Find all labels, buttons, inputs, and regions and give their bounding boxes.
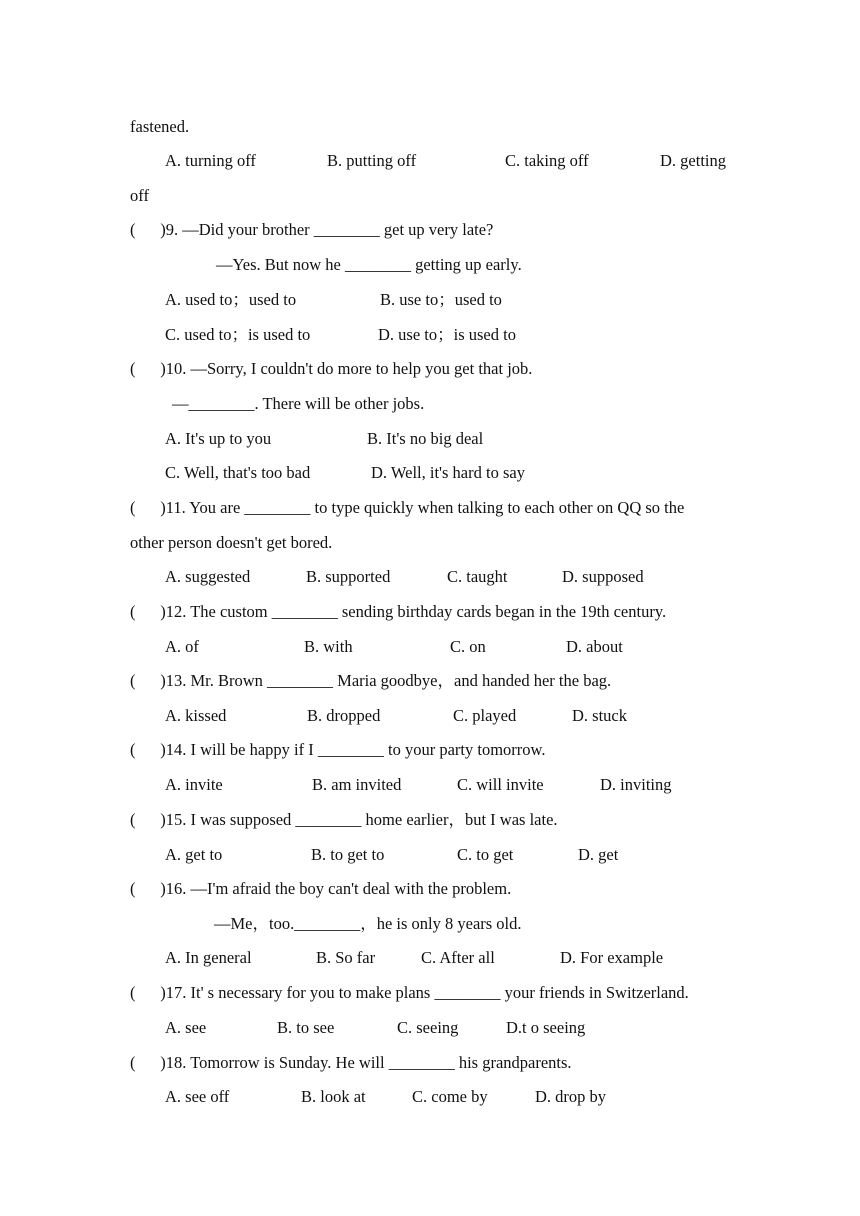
q10-response: —________. There will be other jobs.	[172, 394, 425, 413]
q18-stem: ( )18. Tomorrow is Sunday. He will ________ his grandparents.	[130, 1053, 572, 1072]
q13-option-a: A. kissed	[165, 706, 227, 725]
q16-option-b: B. So far	[316, 948, 376, 967]
q16-response: —Me，too.________，he is only 8 years old.	[214, 914, 522, 933]
q14-stem: ( )14. I will be happy if I ________ to your party tomorrow.	[130, 740, 546, 759]
q8-option-b: B. putting off	[327, 151, 417, 170]
q8-option-d: D. getting	[660, 151, 726, 170]
q18-option-a: A. see off	[165, 1087, 230, 1106]
q13-option-d: D. stuck	[572, 706, 627, 725]
q9-option-b: B. use to；used to	[380, 290, 502, 309]
q9-option-d: D. use to；is used to	[378, 325, 516, 344]
q11-option-b: B. supported	[306, 567, 391, 586]
q12-option-c: C. on	[450, 637, 486, 656]
q12-option-a: A. of	[165, 637, 199, 656]
q15-option-a: A. get to	[165, 845, 223, 864]
q15-option-b: B. to get to	[311, 845, 385, 864]
q18-option-b: B. look at	[301, 1087, 366, 1106]
q11-option-d: D. supposed	[562, 567, 644, 586]
q12-option-d: D. about	[566, 637, 623, 656]
q14-option-a: A. invite	[165, 775, 223, 794]
q17-stem: ( )17. It' s necessary for you to make plans ________ your friends in Switzerland.	[130, 983, 689, 1002]
q18-option-c: C. come by	[412, 1087, 488, 1106]
q8-option-a: A. turning off	[165, 151, 256, 170]
q14-option-d: D. inviting	[600, 775, 672, 794]
q11-stem: ( )11. You are ________ to type quickly when talking to each other on QQ so the	[130, 498, 685, 517]
q16-option-a: A. In general	[165, 948, 252, 967]
q15-stem: ( )15. I was supposed ________ home earlier，but I was late.	[130, 810, 558, 829]
q17-option-c: C. seeing	[397, 1018, 459, 1037]
q11-option-a: A. suggested	[165, 567, 251, 586]
q11-option-c: C. taught	[447, 567, 508, 586]
q14-option-c: C. will invite	[457, 775, 544, 794]
q13-option-c: C. played	[453, 706, 517, 725]
q9-option-c: C. used to；is used to	[165, 325, 311, 344]
q17-option-d: D.t o seeing	[506, 1018, 586, 1037]
q10-stem: ( )10. —Sorry, I couldn't do more to help you get that job.	[130, 359, 533, 378]
q16-option-d: D. For example	[560, 948, 664, 967]
q13-stem: ( )13. Mr. Brown ________ Maria goodbye，and handed her the bag.	[130, 671, 612, 690]
q10-option-b: B. It's no big deal	[367, 429, 484, 448]
q15-option-c: C. to get	[457, 845, 514, 864]
q16-option-c: C. After all	[421, 948, 495, 967]
q16-stem: ( )16. —I'm afraid the boy can't deal with the problem.	[130, 879, 512, 898]
q17-option-a: A. see	[165, 1018, 207, 1037]
q10-option-d: D. Well, it's hard to say	[371, 463, 525, 482]
q12-option-b: B. with	[304, 637, 353, 656]
q9-response: —Yes. But now he ________ getting up early.	[216, 255, 522, 274]
q14-option-b: B. am invited	[312, 775, 402, 794]
q12-stem: ( )12. The custom ________ sending birthday cards began in the 19th century.	[130, 602, 667, 621]
q9-stem: ( )9. —Did your brother ________ get up very late?	[130, 220, 494, 239]
q15-option-d: D. get	[578, 845, 619, 864]
q8-option-d-wrap: off	[130, 186, 149, 205]
q9-option-a: A. used to；used to	[165, 290, 297, 309]
q18-option-d: D. drop by	[535, 1087, 607, 1106]
q11-stem-cont: other person doesn't get bored.	[130, 533, 333, 552]
carry-over-text: fastened.	[130, 117, 190, 136]
q10-option-c: C. Well, that's too bad	[165, 463, 311, 482]
q8-option-c: C. taking off	[505, 151, 589, 170]
q10-option-a: A. It's up to you	[165, 429, 272, 448]
q17-option-b: B. to see	[277, 1018, 335, 1037]
q13-option-b: B. dropped	[307, 706, 381, 725]
